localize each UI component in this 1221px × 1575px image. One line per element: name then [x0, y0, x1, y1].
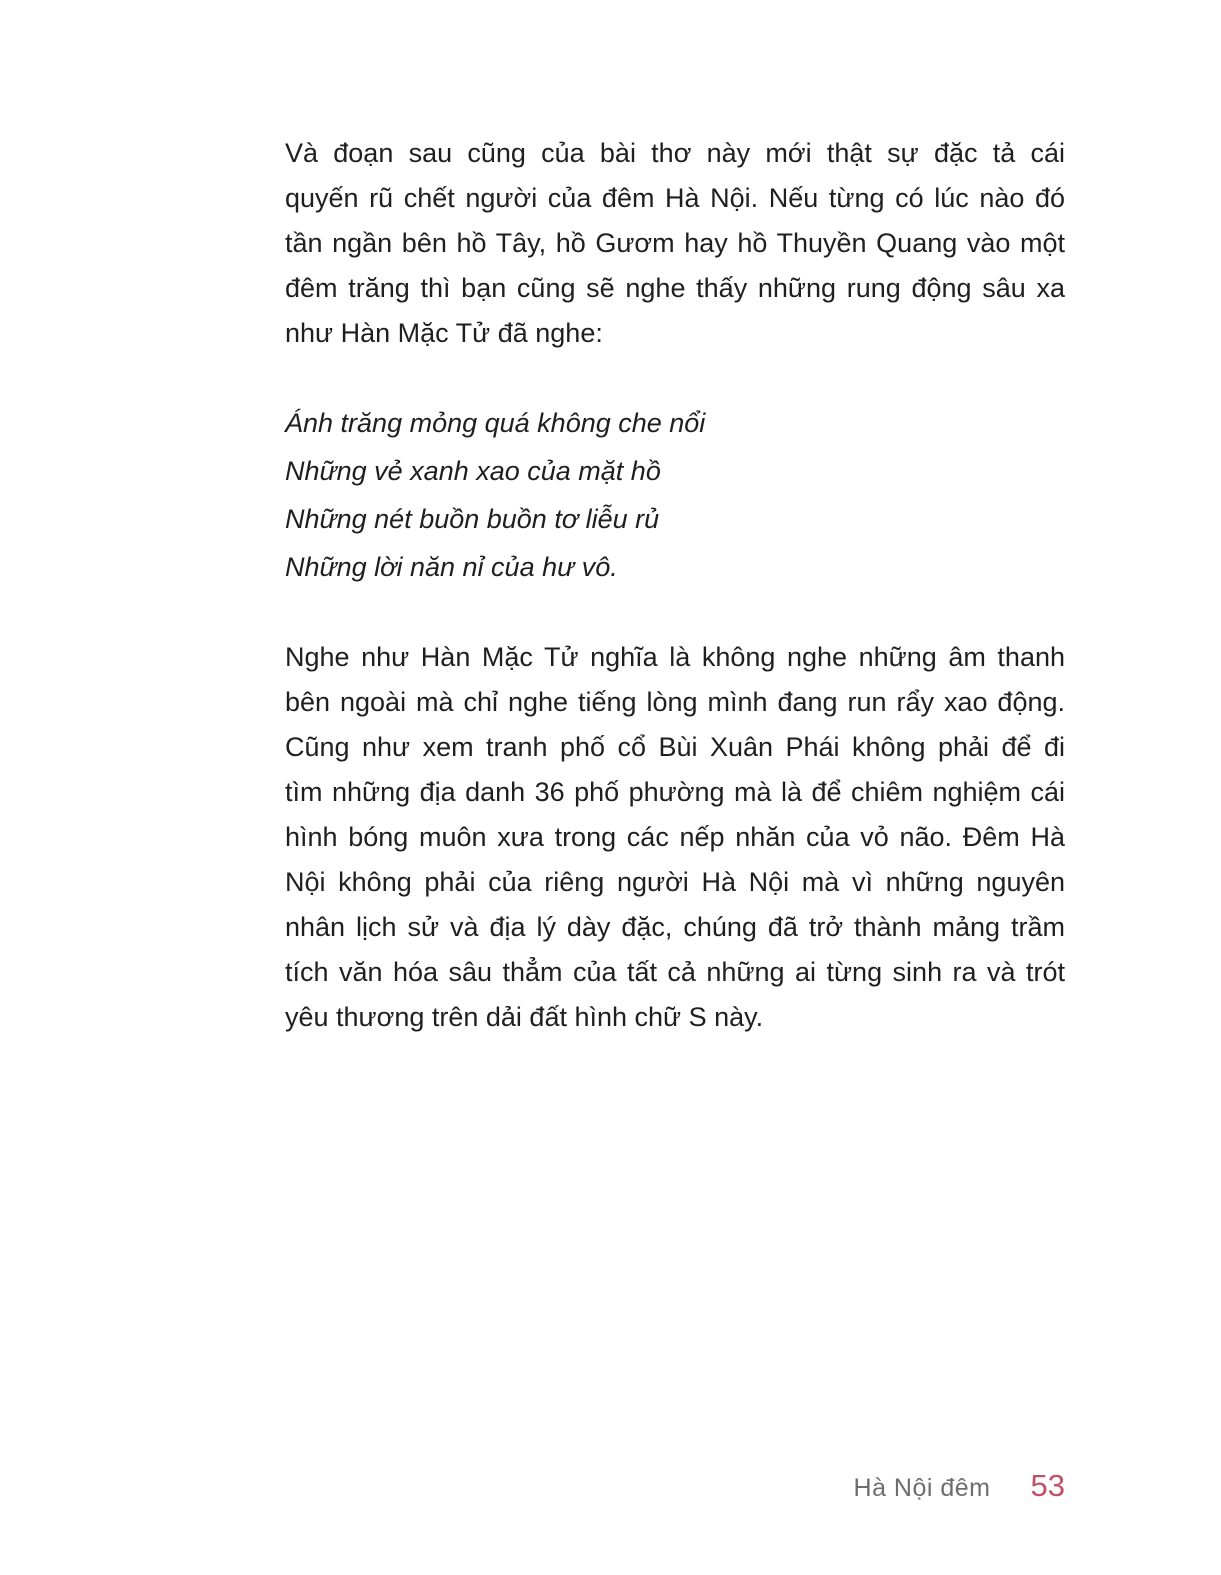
- poem-line: Ánh trăng mỏng quá không che nổi: [285, 408, 706, 438]
- text-line: nhân lịch sử và địa lý dày đặc, chúng đã trở thành mảng trầm: [285, 912, 1065, 942]
- poem-line: Những nét buồn buồn tơ liễu rủ: [285, 504, 660, 534]
- poem-quote: [285, 399, 1065, 591]
- poem-line: Những lời năn nỉ của hư vô.: [285, 552, 618, 582]
- text-line: Nghe như Hàn Mặc Tử nghĩa là không nghe những âm thanh: [285, 642, 1065, 672]
- text-line: tần ngần bên hồ Tây, hồ Gươm hay hồ Thuyền Quang vào một: [285, 228, 1065, 258]
- text-line: quyến rũ chết người của đêm Hà Nội. Nếu từng có lúc nào đó: [285, 183, 1065, 213]
- text-line: Cũng như xem tranh phố cổ Bùi Xuân Phái không phải để đi: [285, 732, 1065, 762]
- paragraph-2: [285, 635, 1065, 1040]
- page-footer: [285, 1468, 1065, 1504]
- text-line: đêm trăng thì bạn cũng sẽ nghe thấy những rung động sâu xa: [285, 273, 1065, 303]
- page-body: [285, 131, 1065, 1040]
- page-number: 53: [1030, 1468, 1065, 1503]
- poem-line: Những vẻ xanh xao của mặt hồ: [285, 456, 661, 486]
- text-line: tìm những địa danh 36 phố phường mà là để chiêm nghiệm cái: [285, 777, 1065, 807]
- paragraph-1: [285, 131, 1065, 356]
- running-title: Hà Nội đêm: [853, 1474, 991, 1502]
- text-line: Nội không phải của riêng người Hà Nội mà vì những nguyên: [285, 867, 1065, 897]
- text-line: yêu thương trên dải đất hình chữ S này.: [285, 1002, 764, 1032]
- text-line: Và đoạn sau cũng của bài thơ này mới thật sự đặc tả cái: [285, 138, 1065, 168]
- text-line: hình bóng muôn xưa trong các nếp nhăn của vỏ não. Đêm Hà: [285, 822, 1065, 852]
- text-line: bên ngoài mà chỉ nghe tiếng lòng mình đang run rẩy xao động.: [285, 687, 1065, 717]
- text-line: tích văn hóa sâu thẳm của tất cả những ai từng sinh ra và trót: [285, 957, 1065, 987]
- text-line: như Hàn Mặc Tử đã nghe:: [285, 318, 603, 348]
